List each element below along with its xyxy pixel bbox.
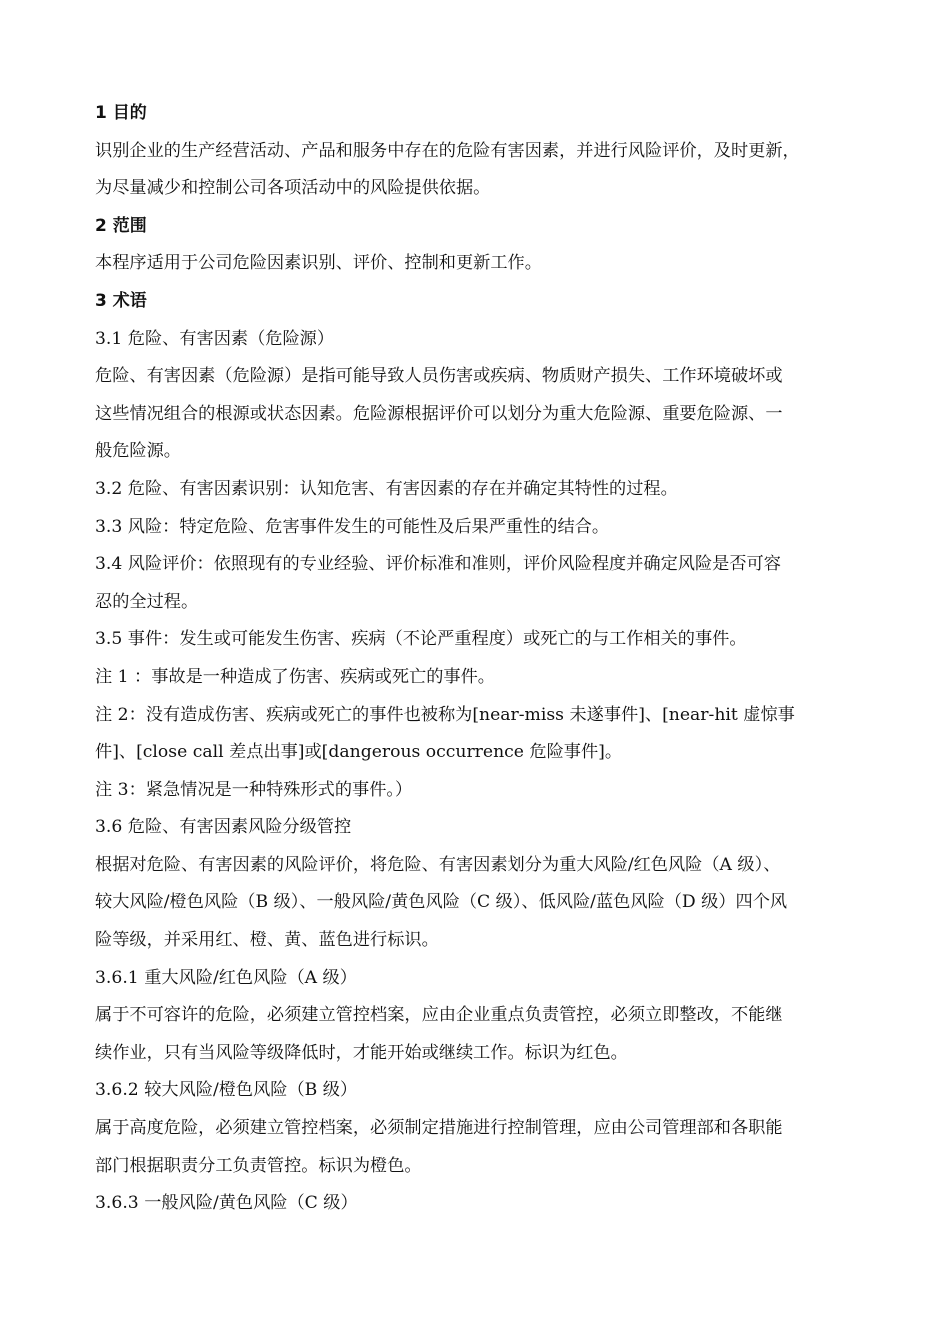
paragraph-line: 3.4 风险评价：依照现有的专业经验、评价标准和准则，评价风险程度并确定风险是否可容 bbox=[95, 554, 781, 575]
paragraph bbox=[95, 697, 863, 772]
paragraph-line: 注 1 ：事故是一种造成了伤害、疾病或死亡的事件。 bbox=[95, 666, 495, 687]
paragraph-line: 本程序适用于公司危险因素识别、评价、控制和更新工作。 bbox=[95, 253, 542, 274]
paragraph-line: 3.6.2 较大风险/橙色风险（B 级） bbox=[95, 1080, 358, 1101]
paragraph bbox=[95, 772, 863, 810]
paragraph-line: 识别企业的生产经营活动、产品和服务中存在的危险有害因素，并进行风险评价，及时更新， bbox=[95, 140, 800, 161]
heading-text: 1 目的 bbox=[95, 103, 147, 123]
paragraph bbox=[95, 621, 863, 659]
paragraph-line: 属于不可容许的危险，必须建立管控档案，应由企业重点负责管控，必须立即整改，不能继 bbox=[95, 1005, 783, 1026]
section-heading bbox=[95, 95, 863, 133]
paragraph-line: 3.6 危险、有害因素风险分级管控 bbox=[95, 817, 352, 838]
paragraph-line: 忍的全过程。 bbox=[95, 591, 199, 612]
paragraph-line: 3.2 危险、有害因素识别：认知危害、有害因素的存在并确定其特性的过程。 bbox=[95, 478, 678, 499]
section-heading bbox=[95, 208, 863, 246]
heading-text: 2 范围 bbox=[95, 215, 147, 236]
paragraph-line: 3.6.3 一般风险/黄色风险（C 级） bbox=[95, 1193, 358, 1214]
paragraph-line: 部门根据职责分工负责管控。标识为橙色。 bbox=[95, 1155, 422, 1176]
paragraph bbox=[95, 245, 863, 283]
paragraph bbox=[95, 133, 863, 208]
paragraph-line: 件]、[close call 差点出事]或[dangerous occurrence 危险事件]。 bbox=[95, 742, 623, 763]
paragraph bbox=[95, 1110, 863, 1185]
paragraph bbox=[95, 847, 863, 960]
paragraph-line: 危险、有害因素（危险源）是指可能导致人员伤害或疾病、物质财产损失、工作环境破坏或 bbox=[95, 366, 783, 387]
paragraph-line: 3.6.1 重大风险/红色风险（A 级） bbox=[95, 967, 357, 988]
paragraph bbox=[95, 809, 863, 847]
paragraph-line: 属于高度危险，必须建立管控档案，必须制定措施进行控制管理，应由公司管理部和各职能 bbox=[95, 1118, 783, 1139]
paragraph bbox=[95, 471, 863, 509]
paragraph bbox=[95, 1072, 863, 1110]
paragraph bbox=[95, 1185, 863, 1223]
paragraph-line: 般危险源。 bbox=[95, 441, 181, 462]
paragraph-line: 较大风险/橙色风险（B 级）、一般风险/黄色风险（C 级）、低风险/蓝色风险（D 级）四个风 bbox=[95, 892, 788, 913]
paragraph bbox=[95, 321, 863, 359]
paragraph-line: 3.1 危险、有害因素（危险源） bbox=[95, 328, 335, 349]
paragraph-line: 这些情况组合的根源或状态因素。危险源根据评价可以划分为重大危险源、重要危险源、一 bbox=[95, 403, 783, 424]
paragraph bbox=[95, 358, 863, 471]
paragraph-line: 3.5 事件：发生或可能发生伤害、疾病（不论严重程度）或死亡的与工作相关的事件。 bbox=[95, 629, 747, 650]
document-body bbox=[95, 95, 863, 1223]
paragraph bbox=[95, 659, 863, 697]
paragraph-line: 3.3 风险：特定危险、危害事件发生的可能性及后果严重性的结合。 bbox=[95, 516, 610, 537]
paragraph-line: 注 3：紧急情况是一种特殊形式的事件。） bbox=[95, 779, 413, 800]
section-heading bbox=[95, 283, 863, 321]
paragraph-line: 为尽量减少和控制公司各项活动中的风险提供依据。 bbox=[95, 178, 491, 199]
paragraph bbox=[95, 960, 863, 998]
paragraph-line: 注 2：没有造成伤害、疾病或死亡的事件也被称为[near-miss 未遂事件]、[near-hit 虚惊事 bbox=[95, 704, 795, 725]
paragraph-line: 续作业，只有当风险等级降低时，才能开始或继续工作。标识为红色。 bbox=[95, 1042, 628, 1063]
paragraph bbox=[95, 546, 863, 621]
heading-text: 3 术语 bbox=[95, 290, 147, 311]
paragraph bbox=[95, 997, 863, 1072]
paragraph bbox=[95, 509, 863, 547]
paragraph-line: 险等级，并采用红、橙、黄、蓝色进行标识。 bbox=[95, 930, 439, 951]
paragraph-line: 根据对危险、有害因素的风险评价，将危险、有害因素划分为重大风险/红色风险（A 级）、 bbox=[95, 854, 781, 875]
